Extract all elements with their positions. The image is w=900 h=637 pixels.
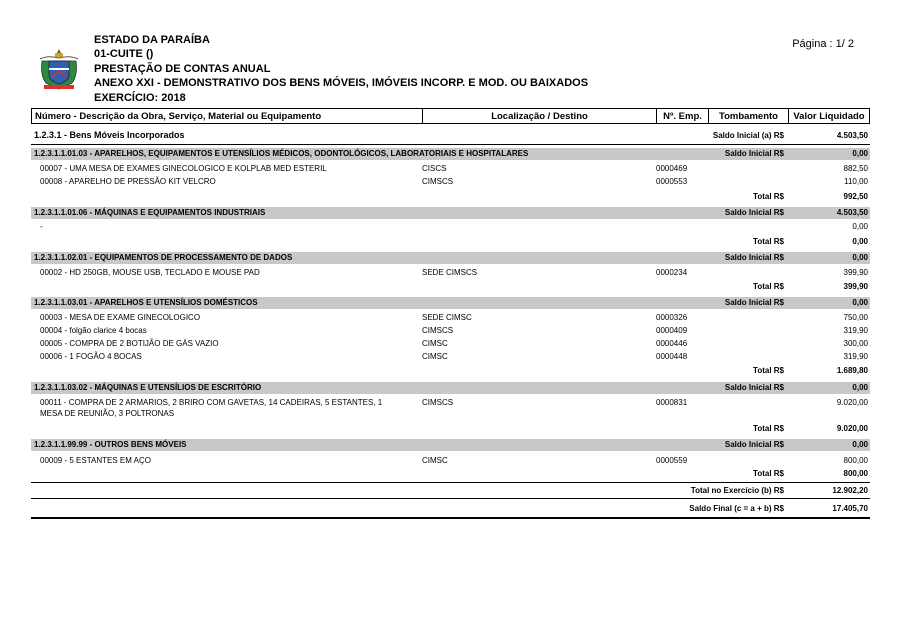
group-saldo-value: 0,00 bbox=[852, 253, 868, 262]
exercise-total-row bbox=[31, 486, 870, 497]
item-description: 00009 - 5 ESTANTES EM AÇO bbox=[40, 456, 152, 465]
group-title: 1.2.3.1.1.03.01 - APARELHOS E UTENSÍLIOS DOMÉSTICOS bbox=[34, 298, 258, 307]
item-description: 00011 - COMPRA DE 2 ARMARIOS, 2 BRIRO COM GAVETAS, 14 CADEIRAS, 5 ESTANTES, 1 bbox=[40, 398, 383, 407]
table-row bbox=[31, 222, 870, 233]
item-location: CIMSCS bbox=[422, 177, 454, 186]
item-description: 00007 - UMA MESA DE EXAMES GINECOLOGICO E KOLPLAB MED ESTERIL bbox=[40, 164, 327, 173]
group-title: 1.2.3.1.1.03.02 - MÁQUINAS E UTENSÍLIOS DE ESCRITÓRIO bbox=[34, 383, 262, 392]
group-total-label: Total R$ bbox=[753, 282, 784, 291]
group-header bbox=[31, 297, 870, 309]
group-saldo-label: Saldo Inicial R$ bbox=[724, 383, 784, 392]
column-header-value: Valor Liquidado bbox=[788, 108, 870, 124]
group-total-value: 800,00 bbox=[843, 469, 868, 478]
group-saldo-label: Saldo Inicial R$ bbox=[724, 253, 784, 262]
group-total-label: Total R$ bbox=[753, 366, 784, 375]
group-saldo-label: Saldo Inicial R$ bbox=[724, 298, 784, 307]
group-saldo-label: Saldo Inicial R$ bbox=[724, 440, 784, 449]
item-value: 750,00 bbox=[843, 313, 868, 322]
item-value: 319,90 bbox=[843, 352, 868, 361]
item-emp: 0000234 bbox=[656, 268, 688, 277]
exercise-year: EXERCÍCIO: 2018 bbox=[94, 92, 186, 104]
item-location: CIMSC bbox=[422, 456, 448, 465]
group-saldo-value: 0,00 bbox=[852, 298, 868, 307]
table-row bbox=[31, 177, 870, 188]
group-header bbox=[31, 148, 870, 160]
group-total-label: Total R$ bbox=[753, 424, 784, 433]
item-value: 0,00 bbox=[852, 222, 868, 231]
item-description: 00004 - folgão clarice 4 bocas bbox=[40, 326, 147, 335]
group-total-value: 992,50 bbox=[843, 192, 868, 201]
item-emp: 0000553 bbox=[656, 177, 688, 186]
item-location: CIMSC bbox=[422, 339, 448, 348]
item-emp: 0000831 bbox=[656, 398, 688, 407]
divider bbox=[31, 498, 870, 499]
item-emp: 0000409 bbox=[656, 326, 688, 335]
item-description: 00002 - HD 250GB, MOUSE USB, TECLADO E MOUSE PAD bbox=[40, 268, 260, 277]
item-emp: 0000446 bbox=[656, 339, 688, 348]
item-description-continued: MESA DE REUNIÃO, 3 POLTRONAS bbox=[40, 409, 175, 418]
group-total-value: 9.020,00 bbox=[836, 424, 868, 433]
section-initial-value: 4.503,50 bbox=[836, 131, 868, 140]
table-row bbox=[31, 164, 870, 175]
group-total-label: Total R$ bbox=[753, 469, 784, 478]
final-balance-label: Saldo Final (c = a + b) R$ bbox=[689, 504, 784, 513]
table-row-continuation bbox=[31, 409, 870, 420]
group-total-row bbox=[31, 366, 870, 377]
item-description: 00003 - MESA DE EXAME GINECOLOGICO bbox=[40, 313, 201, 322]
item-description: 00008 - APARELHO DE PRESSÃO KIT VELCRO bbox=[40, 177, 216, 186]
group-title: 1.2.3.1.1.02.01 - EQUIPAMENTOS DE PROCESSAMENTO DE DADOS bbox=[34, 253, 293, 262]
group-saldo-value: 4.503,50 bbox=[836, 208, 868, 217]
item-value: 9.020,00 bbox=[836, 398, 868, 407]
group-header bbox=[31, 207, 870, 219]
annex-title: ANEXO XXI - DEMONSTRATIVO DOS BENS MÓVEIS, IMÓVEIS INCORP. E MOD. OU BAIXADOS bbox=[94, 77, 589, 89]
divider bbox=[31, 482, 870, 483]
table-row bbox=[31, 352, 870, 363]
item-value: 319,90 bbox=[843, 326, 868, 335]
group-title: 1.2.3.1.1.01.03 - APARELHOS, EQUIPAMENTOS E UTENSÍLIOS MÉDICOS, ODONTOLÓGICOS, LABORATORIAIS E HOSPITALARES bbox=[34, 149, 529, 158]
table-row bbox=[31, 268, 870, 279]
group-total-row bbox=[31, 282, 870, 293]
group-total-value: 1.689,80 bbox=[836, 366, 868, 375]
report-title: PRESTAÇÃO DE CONTAS ANUAL bbox=[94, 63, 271, 75]
table-row bbox=[31, 456, 870, 467]
item-emp: 0000469 bbox=[656, 164, 688, 173]
group-total-label: Total R$ bbox=[753, 237, 784, 246]
item-location: SEDE CIMSC bbox=[422, 313, 472, 322]
item-description: - bbox=[40, 222, 43, 231]
final-balance-value: 17.405,70 bbox=[832, 504, 868, 513]
section-initial-label: Saldo Inicial (a) R$ bbox=[712, 131, 784, 140]
column-header-location: Localização / Destino bbox=[422, 108, 657, 124]
group-saldo-label: Saldo Inicial R$ bbox=[724, 149, 784, 158]
divider bbox=[31, 144, 870, 145]
state-title: ESTADO DA PARAÍBA bbox=[94, 34, 210, 46]
group-total-row bbox=[31, 469, 870, 480]
coat-of-arms-icon bbox=[38, 47, 80, 91]
group-title: 1.2.3.1.1.99.99 - OUTROS BENS MÓVEIS bbox=[34, 440, 187, 449]
column-header-tombamento: Tombamento bbox=[708, 108, 789, 124]
item-location: CISCS bbox=[422, 164, 447, 173]
group-total-row bbox=[31, 424, 870, 435]
group-header bbox=[31, 439, 870, 451]
item-value: 800,00 bbox=[843, 456, 868, 465]
table-row bbox=[31, 398, 870, 409]
item-location: CIMSCS bbox=[422, 398, 454, 407]
group-total-row bbox=[31, 192, 870, 203]
group-header bbox=[31, 382, 870, 394]
item-value: 300,00 bbox=[843, 339, 868, 348]
section-title: 1.2.3.1 - Bens Móveis Incorporados bbox=[34, 130, 185, 140]
final-balance-row bbox=[31, 504, 870, 515]
group-title: 1.2.3.1.1.01.06 - MÁQUINAS E EQUIPAMENTOS INDUSTRIAIS bbox=[34, 208, 266, 217]
page-number: Página : 1/ 2 bbox=[792, 38, 854, 50]
item-emp: 0000448 bbox=[656, 352, 688, 361]
item-location: SEDE CIMSCS bbox=[422, 268, 478, 277]
item-value: 882,50 bbox=[843, 164, 868, 173]
column-header-description: Número - Descrição da Obra, Serviço, Material ou Equipamento bbox=[31, 108, 423, 124]
group-saldo-label: Saldo Inicial R$ bbox=[724, 208, 784, 217]
item-location: CIMSCS bbox=[422, 326, 454, 335]
table-row bbox=[31, 313, 870, 324]
item-value: 110,00 bbox=[844, 177, 868, 186]
table-row bbox=[31, 326, 870, 337]
item-emp: 0000326 bbox=[656, 313, 688, 322]
group-total-value: 0,00 bbox=[852, 237, 868, 246]
item-description: 00005 - COMPRA DE 2 BOTIJÃO DE GÁS VAZIO bbox=[40, 339, 219, 348]
group-total-row bbox=[31, 237, 870, 248]
group-total-value: 399,90 bbox=[843, 282, 868, 291]
group-header bbox=[31, 252, 870, 264]
item-location: CIMSC bbox=[422, 352, 448, 361]
entity-name: 01-CUITE () bbox=[94, 48, 154, 60]
item-description: 00006 - 1 FOGÃO 4 BOCAS bbox=[40, 352, 142, 361]
table-row bbox=[31, 339, 870, 350]
group-saldo-value: 0,00 bbox=[852, 440, 868, 449]
group-saldo-value: 0,00 bbox=[852, 149, 868, 158]
column-header-emp: Nº. Emp. bbox=[656, 108, 709, 124]
exercise-total-value: 12.902,20 bbox=[832, 486, 868, 495]
divider bbox=[31, 517, 870, 519]
exercise-total-label: Total no Exercício (b) R$ bbox=[690, 486, 784, 495]
item-emp: 0000559 bbox=[656, 456, 688, 465]
item-value: 399,90 bbox=[843, 268, 868, 277]
group-total-label: Total R$ bbox=[753, 192, 784, 201]
group-saldo-value: 0,00 bbox=[852, 383, 868, 392]
